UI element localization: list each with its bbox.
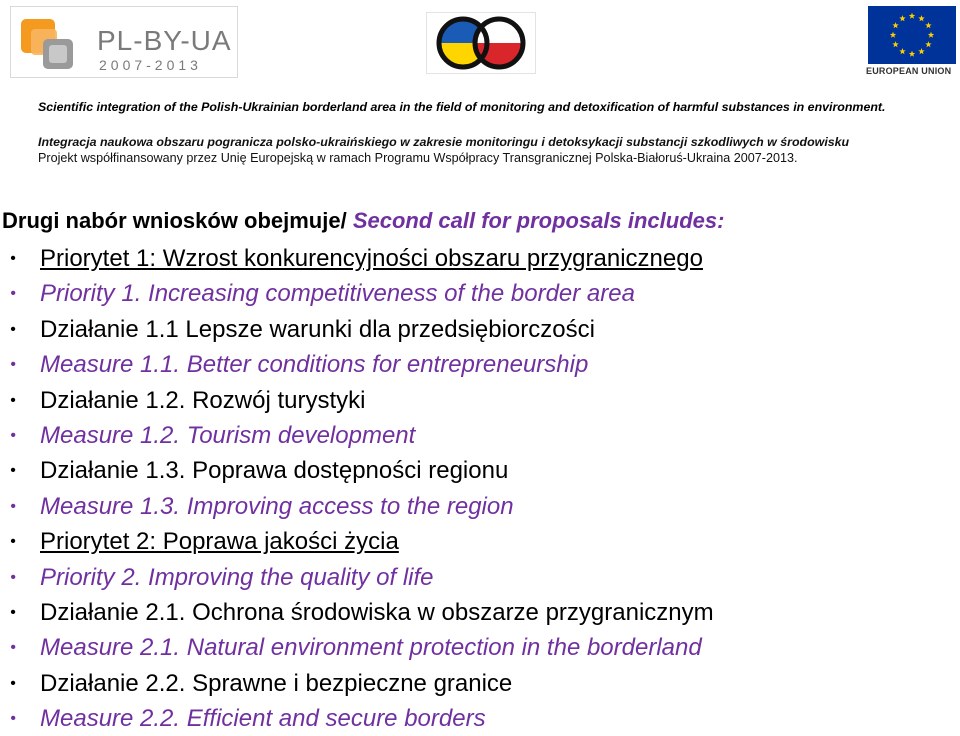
list-item-text: Działanie 1.3. Poprawa dostępności regionu [40, 457, 509, 485]
list-item-text: Measure 1.3. Improving access to the region [40, 492, 514, 520]
list-item-text: Działanie 1.2. Rozwój turystyki [40, 386, 366, 414]
eu-star [925, 41, 931, 47]
pl-by-ua-logo [10, 6, 238, 78]
list-item [0, 560, 714, 595]
eu-star [918, 48, 924, 54]
bullet-icon: • [10, 497, 16, 515]
bullet-icon: • [10, 320, 16, 338]
eu-star [892, 41, 898, 47]
logo-years: 2007-2013 [99, 57, 202, 73]
eu-stars-icon [868, 6, 956, 64]
eu-logo [866, 6, 958, 78]
list-item-text: Priorytet 2: Poprawa jakości życia [40, 528, 399, 556]
bullet-icon: • [10, 285, 16, 303]
list-item-text: Działanie 2.1. Ochrona środowiska w obszarze przygranicznym [40, 598, 714, 626]
eu-star [928, 32, 934, 38]
list-item-text: Priority 2. Improving the quality of life [40, 563, 434, 591]
list-item [0, 666, 714, 701]
bullet-icon: • [10, 710, 16, 728]
bullet-icon: • [10, 639, 16, 657]
list-item [0, 489, 714, 524]
call-heading [2, 208, 724, 234]
bullet-icon: • [10, 250, 16, 267]
bullet-icon: • [10, 391, 16, 409]
eu-star [918, 15, 924, 21]
list-item [0, 418, 714, 453]
list-item-text: Measure 2.1. Natural environment protection in the borderland [40, 634, 702, 662]
eu-star [909, 13, 915, 19]
list-item [0, 701, 714, 736]
list-item [0, 241, 714, 276]
list-item [0, 524, 714, 559]
list-item-text: Działanie 1.1 Lepsze warunki dla przedsiębiorczości [40, 315, 595, 343]
bullet-icon: • [10, 674, 16, 692]
logo-name: PL-BY-UA [97, 25, 232, 56]
call-heading-pl: Drugi nabór wniosków obejmuje/ [2, 208, 353, 233]
eu-star [890, 32, 896, 38]
cofinancing-note: Projekt współfinansowany przez Unię Europejską w ramach Programu Współpracy Transgranicznej Polska-Białoruś-Ukraina 2007-2013. [38, 151, 798, 165]
bullet-icon: • [10, 533, 16, 551]
bullet-icon: • [10, 603, 16, 621]
list-item [0, 312, 714, 347]
bullet-icon: • [10, 426, 16, 444]
bullet-icon: • [10, 568, 16, 586]
proposal-items-list [0, 241, 714, 736]
ua-pl-rings-logo [426, 12, 536, 74]
list-item-text: Measure 1.1. Better conditions for entrepreneurship [40, 351, 589, 379]
eu-star [899, 48, 905, 54]
project-title-pl: Integracja naukowa obszaru pogranicza polsko-ukraińskiego w zakresie monitoringu i detoksykacji substancji szkodliwych w środowisku [38, 135, 850, 149]
eu-label: EUROPEAN UNION [866, 66, 952, 76]
list-item [0, 276, 714, 311]
call-heading-en: Second call for proposals includes: [352, 208, 725, 233]
list-item-text: Measure 1.2. Tourism development [40, 421, 416, 449]
eu-star [899, 15, 905, 21]
program-logo-icon [19, 17, 79, 73]
list-item-text: Działanie 2.2. Sprawne i bezpieczne granice [40, 669, 513, 697]
bullet-icon: • [10, 356, 16, 374]
list-item-text: Priority 1. Increasing competitiveness of the border area [40, 280, 635, 308]
list-item [0, 383, 714, 418]
bullet-icon: • [10, 462, 16, 480]
list-item [0, 630, 714, 665]
ukraine-poland-rings-icon [427, 13, 535, 73]
eu-star [892, 22, 898, 28]
list-item-text: Measure 2.2. Efficient and secure borders [40, 705, 486, 733]
list-item [0, 347, 714, 382]
eu-star [909, 51, 915, 57]
eu-star [925, 22, 931, 28]
project-title-en: Scientific integration of the Polish-Ukrainian borderland area in the field of monitoring and detoxification of harmful substances in environment. [38, 100, 886, 114]
list-item [0, 595, 714, 630]
list-item-text: Priorytet 1: Wzrost konkurencyjności obszaru przygranicznego [40, 245, 703, 272]
eu-flag [868, 6, 956, 64]
list-item [0, 453, 714, 488]
